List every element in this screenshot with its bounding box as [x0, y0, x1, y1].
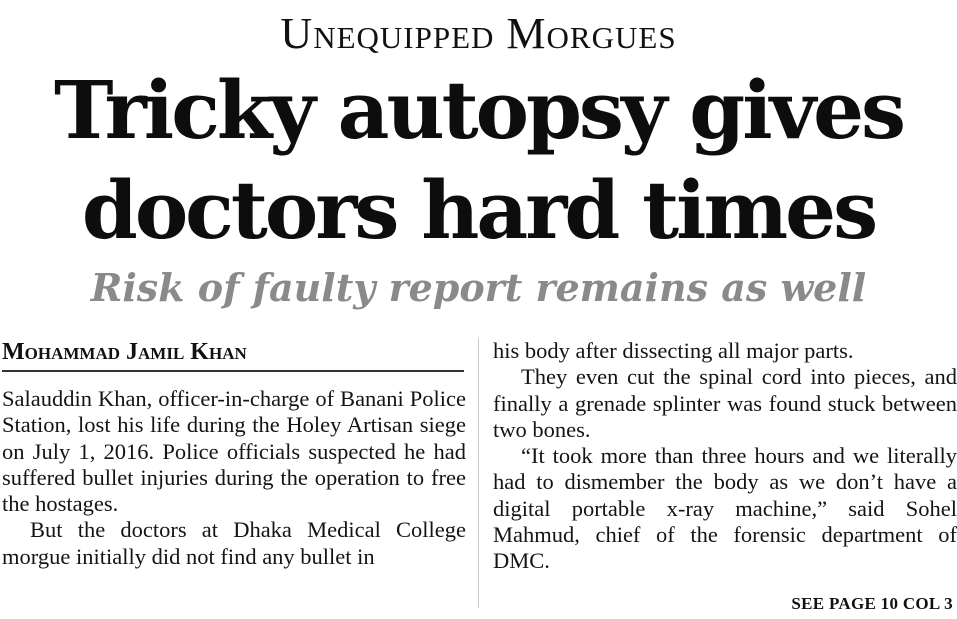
continuation-jump-line: SEE PAGE 10 COL 3 — [791, 594, 953, 613]
paragraph: “It took more than three hours and we literally had to dismember the body as we don’t have a digital portable x-ray machine,” said Sohel Mahmud, chief of the forensic department of DMC. — [493, 443, 957, 574]
column-divider — [478, 338, 479, 608]
section-kicker: Unequipped Morgues — [280, 9, 677, 58]
paragraph: his body after dissecting all major parts. — [493, 338, 854, 363]
byline: Mohammad Jamil Khan — [2, 338, 464, 372]
headline-line-1: Tricky autopsy gives — [53, 63, 904, 157]
headline — [0, 60, 957, 260]
paragraph: They even cut the spinal cord into pieces, and finally a grenade splinter was found stuck between two bones. — [493, 364, 957, 442]
article-column-right — [493, 338, 957, 575]
subheadline: Risk of faulty report remains as well — [90, 265, 867, 310]
paragraph: Salauddin Khan, officer-in-charge of Banani Police Station, lost his life during the Holey Artisan siege on July 1, 2016. Police officials suspected he had suffered bullet injuries during the operation to free the hostages. — [2, 386, 466, 517]
article-column-left — [2, 386, 466, 570]
paragraph: But the doctors at Dhaka Medical College morgue initially did not find any bullet in — [2, 517, 466, 569]
headline-line-2: doctors hard times — [81, 163, 876, 257]
